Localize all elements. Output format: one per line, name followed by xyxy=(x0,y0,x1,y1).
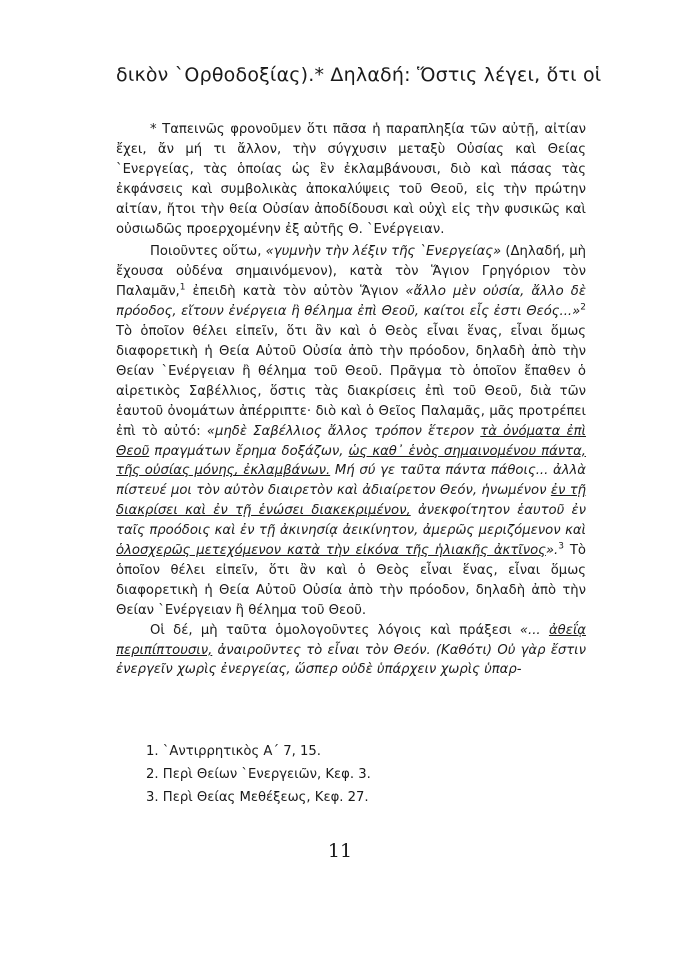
footnote-2: 2. Περὶ Θείων `Ενεργειῶν, Κεφ. 3. xyxy=(146,767,371,782)
asterisk-note: * Ταπεινῶς φρονοῦμεν ὅτι πᾶσα ἡ παραπληξία τῶν αὐτῇ, αἰτίαν ἔχει, ἄν μή τι ἄλλον, τὴν σύγχυσιν μεταξὺ Οὐσίας καὶ Θείας `Ενεργείας, τὰς ὁποίας ὡς ἓν ἐκλαμβάνουσι, διὸ καὶ πάσας τὰς ἐκφάνσεις καὶ συμβολικὰς ἀποκαλύψεις τοῦ Θεοῦ, εἰς τὴν πρώτην αἰτίαν, ἤτοι τὴν θεία Οὐσίαν ἀποδίδουσι καὶ οὐχὶ εἰς τὴν φυσικῶς καὶ οὐσιωδῶς προερχομένην ἐξ αὐτῆς Θ. `Ενέργειαν. xyxy=(116,122,586,237)
page-number: 11 xyxy=(327,840,353,862)
footnote-1: 1. `Αντιρρητικὸς Α΄ 7, 15. xyxy=(146,744,321,759)
italic-span: «γυμνὴν τὴν λέξιν τῆς `Ενεργείας» xyxy=(265,244,502,260)
quote-span: Μή σύ γε ταῦτα πάντα πάθοις... ἀλλὰ πίστευέ μοι τὸν αὐτὸν διαιρετὸν καὶ ἀδιαίρετον Θεόν, ἡνωμένον xyxy=(116,463,587,499)
text-span: Ποιοῦντες οὕτω, xyxy=(150,244,266,260)
text-span: Οἱ δέ, μὴ ταῦτα ὁμολογοῦντες λόγοις καὶ πράξεσι xyxy=(150,622,520,638)
italic-quote xyxy=(116,424,586,558)
underlined-span: ὡς καθ᾽ ἑνὸς σημαινομένου πάντα, τῆς οὐσίας μόνης, ἐκλαμβάνων. xyxy=(116,443,586,479)
text-span: Τὸ ὁποῖον θέλει εἰπεῖν, ὅτι ἂν καὶ ὁ Θεὸς εἶναι ἕνας, εἶναι ὅμως διαφορετικὴ ἡ Θεία Αὐτοῦ Οὐσία ἀπὸ τὴν πρόοδον, δηλαδὴ ἀπὸ τὴν Θείαν `Ενέργειαν ἢ θέλημα τοῦ Θεοῦ. xyxy=(116,543,586,618)
underlined-span: ὁλοσχερῶς μετεχόμενον κατὰ τὴν εἰκόνα τῆς ἡλιακῆς ἀκτῖνος xyxy=(116,543,546,559)
main-text xyxy=(116,120,586,680)
quote-span: ἀναιροῦντες τὸ εἶναι τὸν Θεόν. (Καθότι) Οὐ γὰρ ἔστιν ἐνεργεῖν χωρὶς ἐνεργείας, ὥσπερ οὐδὲ ὑπάρχειν χωρὶς ὑπαρ- xyxy=(116,642,586,678)
footnote-ref-3[interactable]: 3 xyxy=(558,541,564,552)
quote-span: πραγμάτων ἔρημα δοξάζων, xyxy=(149,443,349,459)
text-span: (Δηλαδή, μὴ ἔχουσα οὐδένα σημαινόμενον), κατὰ τὸν Ἅγιον Γρηγόριον τὸν Παλαμᾶν, xyxy=(116,244,586,300)
underlined-span: τὰ ὀνόματα ἐπὶ Θεοῦ xyxy=(116,423,587,459)
quote-span: ». xyxy=(545,543,559,559)
text-span: ἐπειδὴ κατὰ τὸν αὐτὸν Ἅγιον xyxy=(185,284,406,300)
paragraph-2 xyxy=(116,621,586,681)
quote-span: «μηδὲ Σαβέλλιος ἄλλος τρόπον ἕτερον xyxy=(206,423,481,439)
underlined-span: ἀθεΐᾳ περιπίπτουσιν, xyxy=(116,622,586,658)
footnote-3: 3. Περὶ Θείας Μεθέξεως, Κεφ. 27. xyxy=(146,790,369,805)
italic-quote: «ἄλλο μὲν οὐσία, ἄλλο δὲ πρόοδος, εἴτουν ἐνέργεια ἢ θέλημα ἐπὶ Θεοῦ, καίτοι εἷς ἐστι Θεός...» xyxy=(116,284,586,320)
footnote-ref-2[interactable]: 2 xyxy=(580,302,586,313)
text-span: Τὸ ὁποῖον θέλει εἰπεῖν, ὅτι ἂν καὶ ὁ Θεὸς εἶναι ἕνας, εἶναι ὅμως διαφορετικὴ ἡ Θεία Αὐτοῦ Οὐσία ἀπὸ τὴν πρόοδον, δηλαδὴ ἀπὸ τὴν Θείαν `Ενέργειαν ἢ θέλημα τοῦ Θεοῦ. Πρᾶγμα τὸ ὁποῖον ἔπαθεν ὁ αἱρετικὸς Σαβέλλιος, ὅστις τὰς διακρίσεις ἐπὶ τοῦ Θεοῦ, διὰ τῶν ἑαυτοῦ ὀνομάτων ἀπέρριπτε· διὸ καὶ ὁ Θεῖος Παλαμᾶς, μᾶς προτρέπει ἐπὶ τὸ αὐτό: xyxy=(116,324,586,439)
continuation-line: δικὸν `Ορθοδοξίας).* Δηλαδή: Ὅστις λέγει, ὅτι οἱ xyxy=(116,64,602,86)
quote-span: ἀνεκφοίτητον ἑαυτοῦ ἐν ταῖς προόδοις καὶ ἐν τῇ ἀκινησίᾳ ἀεικίνητον, ἀμερῶς μεριζόμενον καὶ xyxy=(116,503,587,539)
quote-span: «... xyxy=(519,622,549,638)
footnotes xyxy=(146,740,566,809)
underlined-span: ἐν τῇ διακρίσει καὶ ἐν τῇ ἑνώσει διακεκριμένον, xyxy=(116,483,587,519)
footnote-ref-1[interactable]: 1 xyxy=(179,282,186,293)
paragraph-1 xyxy=(116,242,586,620)
